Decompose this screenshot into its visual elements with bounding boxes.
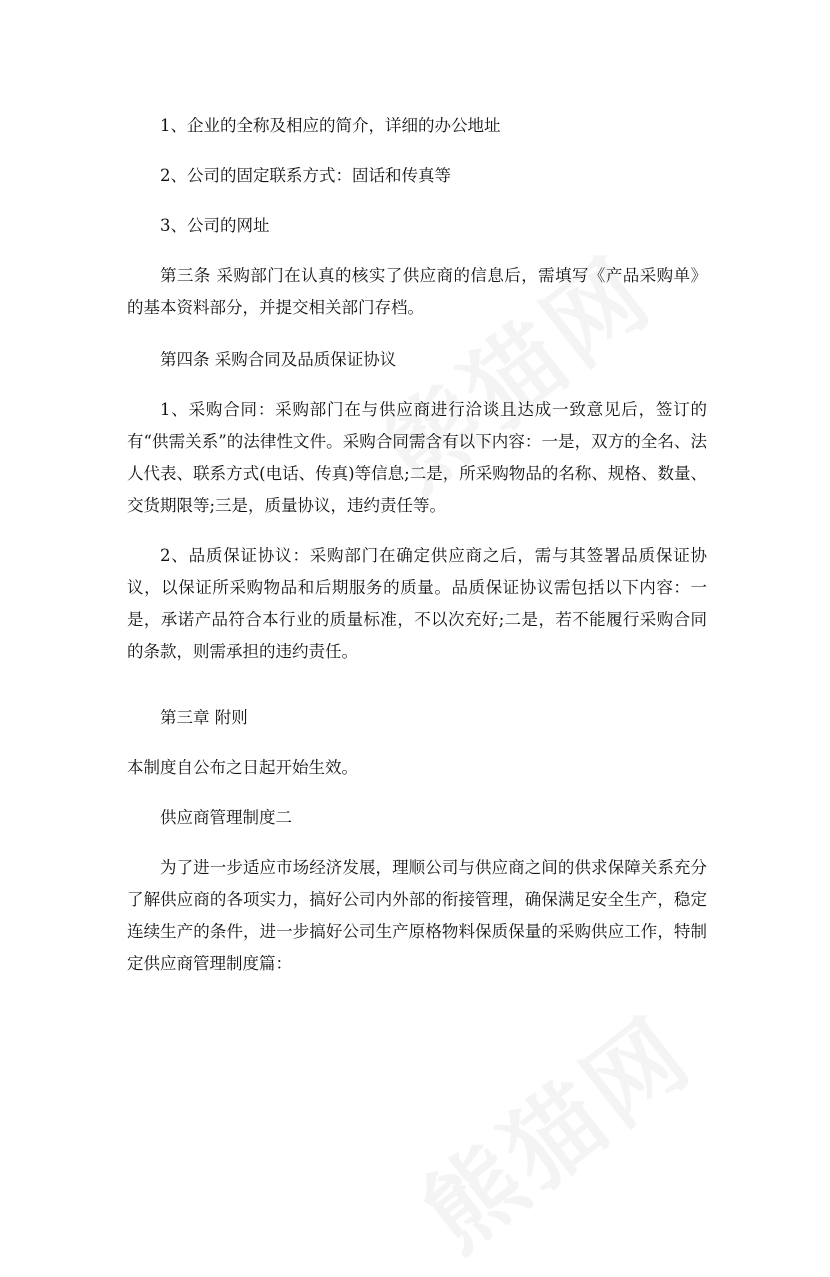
chapter-heading: 第三章 附则 [160,708,248,727]
list-item: 3、公司的网址 [160,216,270,235]
article-four-heading: 第四条 采购合同及品质保证协议 [160,350,397,369]
list-item: 2、公司的固定联系方式：固话和传真等 [160,166,451,185]
effective-date-paragraph: 本制度自公布之日起开始生效。 [127,758,358,777]
watermark [390,980,715,1276]
list-item: 1、企业的全称及相应的简介，详细的办公地址 [160,116,501,135]
intro-paragraph: 为了进一步适应市场经济发展，理顺公司与供应商之间的供求保障关系充分了解供应商的各项实力，搞好公司内外部的衔接管理，确保满足安全生产，稳定连续生产的条件，进一步搞好公司生产原格物料保质保量的采购供应工作，特制定供应商管理制度篇： [127,858,707,973]
purchase-contract-paragraph: 1、采购合同：采购部门在与供应商进行洽谈且达成一致意见后，签订的有“供需关系”的法律性文件。采购合同需含有以下内容：一是，双方的全名、法人代表、联系方式(电话、传真)等信息;二是，所采购物品的名称、规格、数量、交货期限等;三是，质量协议，违约责任等。 [127,400,707,515]
article-three-paragraph: 第三条 采购部门在认真的核实了供应商的信息后，需填写《产品采购单》的基本资料部分，并提交相关部门存档。 [127,266,707,317]
section-title: 供应商管理制度二 [160,808,292,827]
quality-agreement-paragraph: 2、品质保证协议：采购部门在确定供应商之后，需与其签署品质保证协议，以保证所采购物品和后期服务的质量。品质保证协议需包括以下内容：一是，承诺产品符合本行业的质量标准，不以次充好;二是，若不能履行采购合同的条款，则需承担的违约责任。 [127,546,707,661]
